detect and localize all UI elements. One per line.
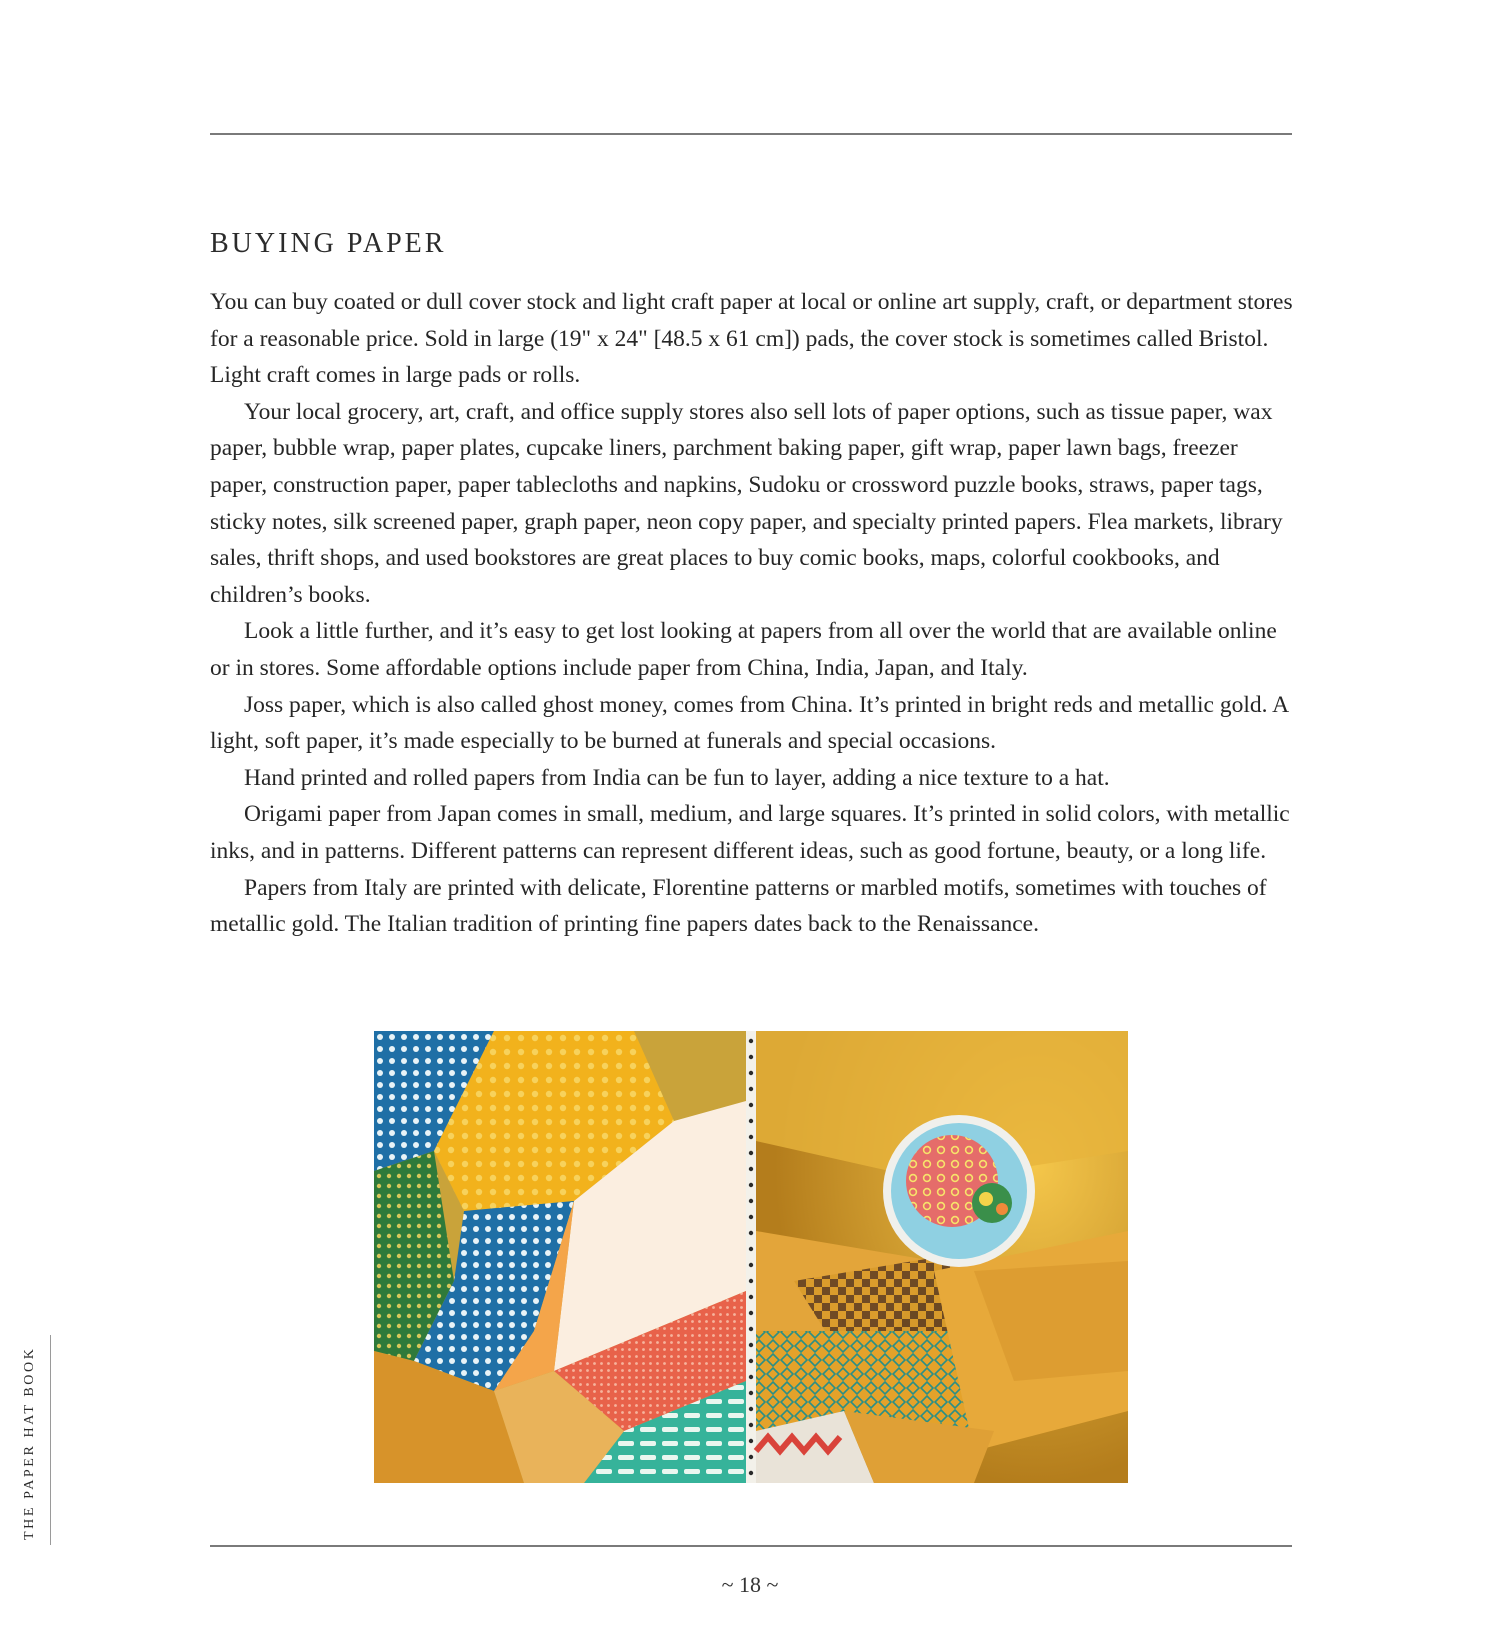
paragraph-2: Your local grocery, art, craft, and office supply stores also sell lots of paper options, such as tissue paper, wax paper, bubble wrap, paper plates, cupcake liners, parchment baking paper, gift wrap, paper lawn bags, freezer paper, construction paper, paper tablecloths and napkins, Sudoku or crossword puzzle books, straws, paper tags, sticky notes, silk screened paper, graph paper, neon copy paper, and specialty printed papers. Flea markets, library sales, thrift shops, and used bookstores are great places to buy comic books, maps, colorful cookbooks, and children’s books.: [210, 398, 1283, 608]
paragraph-6: Origami paper from Japan comes in small, medium, and large squares. It’s printed in solid colors, with metallic inks, and in patterns. Different patterns can represent different ideas, such as good fortune, beauty, or a long life.: [210, 801, 1290, 864]
paragraph-5: Hand printed and rolled papers from India can be fun to layer, adding a nice texture to a hat.: [244, 764, 1110, 791]
side-rule: [50, 1335, 51, 1545]
paragraph-7: Papers from Italy are printed with delicate, Florentine patterns or marbled motifs, sometimes with touches of metallic gold. The Italian tradition of printing fine papers dates back to the Renaissance.: [210, 874, 1267, 938]
paper-samples-photo: [374, 1031, 1128, 1483]
bottom-rule: [210, 1545, 1292, 1547]
section-heading: BUYING PAPER: [210, 228, 447, 259]
running-title: THE PAPER HAT BOOK: [22, 1346, 37, 1540]
body-text: [210, 284, 1300, 943]
paragraph-1: You can buy coated or dull cover stock and light craft paper at local or online art supply, craft, or department stores for a reasonable price. Sold in large (19" x 24" [48.5 x 61 cm]) pads, the cover stock is sometimes called Bristol. Light craft comes in large pads or rolls.: [210, 289, 1293, 389]
page-number: ~ 18 ~: [721, 1572, 779, 1597]
paragraph-4: Joss paper, which is also called ghost money, comes from China. It’s printed in bright reds and metallic gold. A light, soft paper, it’s made especially to be burned at funerals and special occasions.: [210, 691, 1288, 755]
paragraph-3: Look a little further, and it’s easy to get lost looking at papers from all over the world that are available online or in stores. Some affordable options include paper from China, India, Japan, and Italy.: [210, 618, 1277, 681]
top-rule: [210, 133, 1292, 135]
